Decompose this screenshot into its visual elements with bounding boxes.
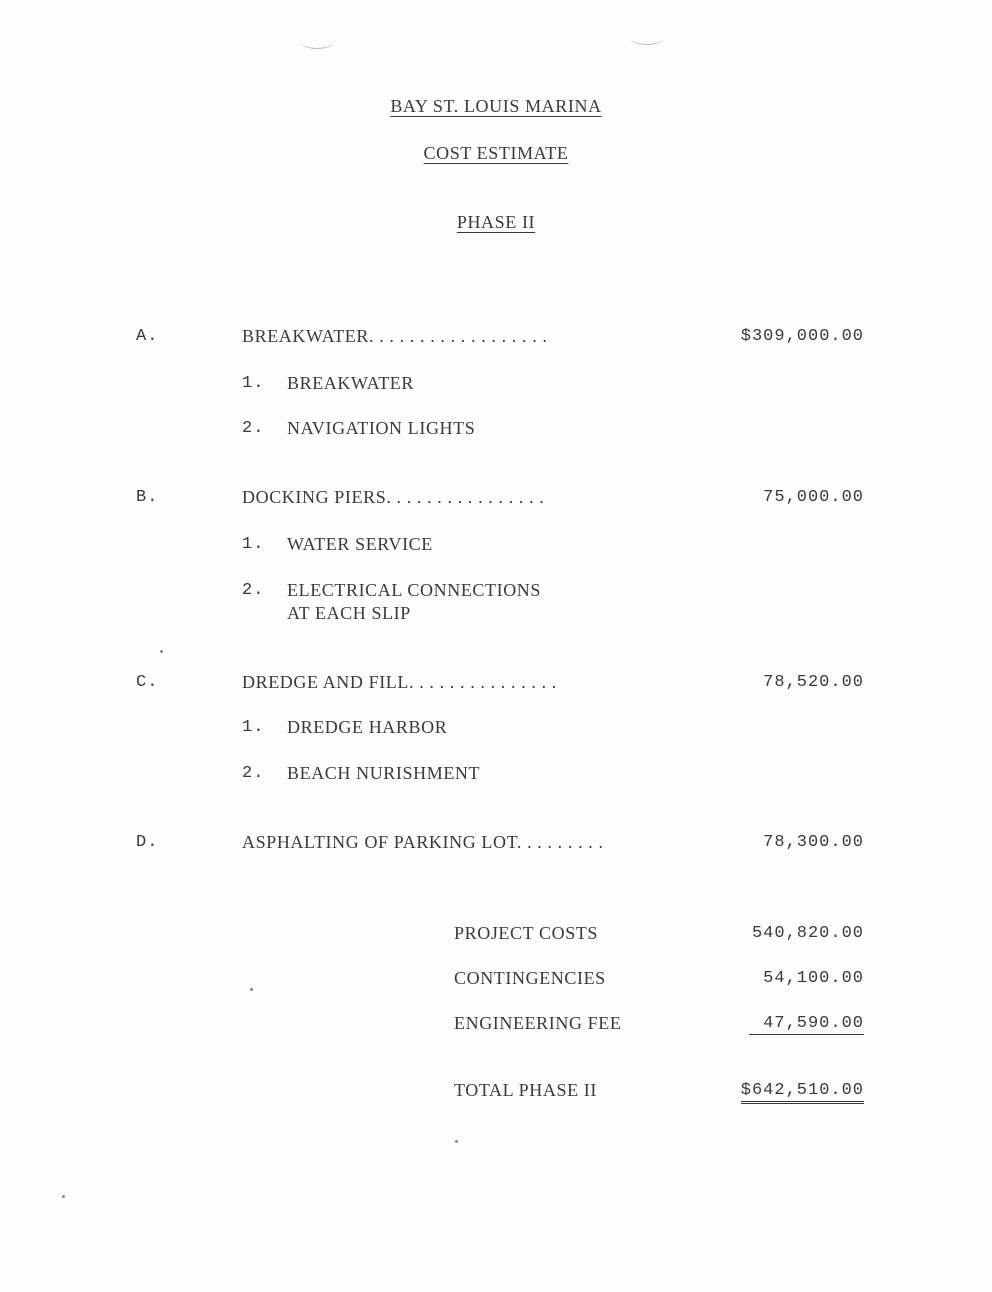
- punch-hole-mark: [300, 34, 334, 49]
- engineering-fee-value: 47,590.00: [749, 1014, 864, 1035]
- scan-speck: [250, 988, 253, 991]
- subitem-number: 1.: [242, 535, 265, 554]
- engineering-fee-amount: [749, 1014, 864, 1033]
- dot-leader: . . . . . . . . . . . . . . . .: [386, 487, 545, 507]
- total-value: $642,510.00: [741, 1081, 864, 1104]
- scan-speck: [160, 650, 163, 653]
- item-letter: C.: [136, 673, 159, 692]
- subitem-number: 2.: [242, 419, 265, 438]
- item-letter: D.: [136, 833, 159, 852]
- item-letter: A.: [136, 327, 159, 346]
- subitem-text: BEACH NURISHMENT: [287, 763, 481, 783]
- item-label-text: ASPHALTING OF PARKING LOT: [242, 832, 517, 852]
- scan-speck: [62, 1195, 65, 1198]
- item-label-text: BREAKWATER: [242, 326, 369, 346]
- phase-heading: PHASE II: [456, 212, 536, 232]
- item-label: [242, 832, 604, 853]
- item-label-text: DREDGE AND FILL: [242, 672, 409, 692]
- subitem-number: 2.: [242, 581, 265, 600]
- item-amount: 78,300.00: [763, 833, 864, 852]
- item-amount: 78,520.00: [763, 673, 864, 692]
- subitem-number: 2.: [242, 764, 265, 783]
- project-costs-label: PROJECT COSTS: [454, 923, 599, 943]
- document-title: BAY ST. LOUIS MARINA: [390, 96, 602, 116]
- item-amount: 75,000.00: [763, 488, 864, 507]
- subitem-text: BREAKWATER: [287, 373, 414, 393]
- item-label: [242, 487, 544, 508]
- contingencies-label: CONTINGENCIES: [454, 968, 606, 988]
- dot-leader: . . . . . . . . . . . . . . . . . .: [369, 326, 548, 346]
- document-subtitle: COST ESTIMATE: [423, 143, 569, 163]
- subitem-text: DREDGE HARBOR: [287, 717, 448, 737]
- subitem-text: WATER SERVICE: [287, 534, 433, 554]
- subitem-text-continued: AT EACH SLIP: [287, 603, 411, 623]
- dot-leader: . . . . . . . . . . . . . . .: [409, 672, 557, 692]
- item-letter: B.: [136, 488, 159, 507]
- subitem-number: 1.: [242, 374, 265, 393]
- item-amount: $309,000.00: [740, 327, 864, 346]
- total-amount: [741, 1081, 864, 1100]
- subitem-text: NAVIGATION LIGHTS: [287, 418, 476, 438]
- item-label: [242, 326, 548, 347]
- project-costs-amount: 540,820.00: [751, 924, 864, 943]
- contingencies-amount: 54,100.00: [763, 969, 864, 988]
- total-label: TOTAL PHASE II: [454, 1080, 597, 1100]
- punch-hole-mark: [630, 30, 664, 45]
- engineering-fee-label: ENGINEERING FEE: [454, 1013, 622, 1033]
- item-label-text: DOCKING PIERS: [242, 487, 387, 507]
- dot-leader: . . . . . . . . .: [516, 832, 604, 852]
- subitem-number: 1.: [242, 718, 265, 737]
- item-label: [242, 672, 557, 693]
- subitem-text: ELECTRICAL CONNECTIONS: [287, 580, 542, 600]
- scan-speck: [455, 1140, 458, 1143]
